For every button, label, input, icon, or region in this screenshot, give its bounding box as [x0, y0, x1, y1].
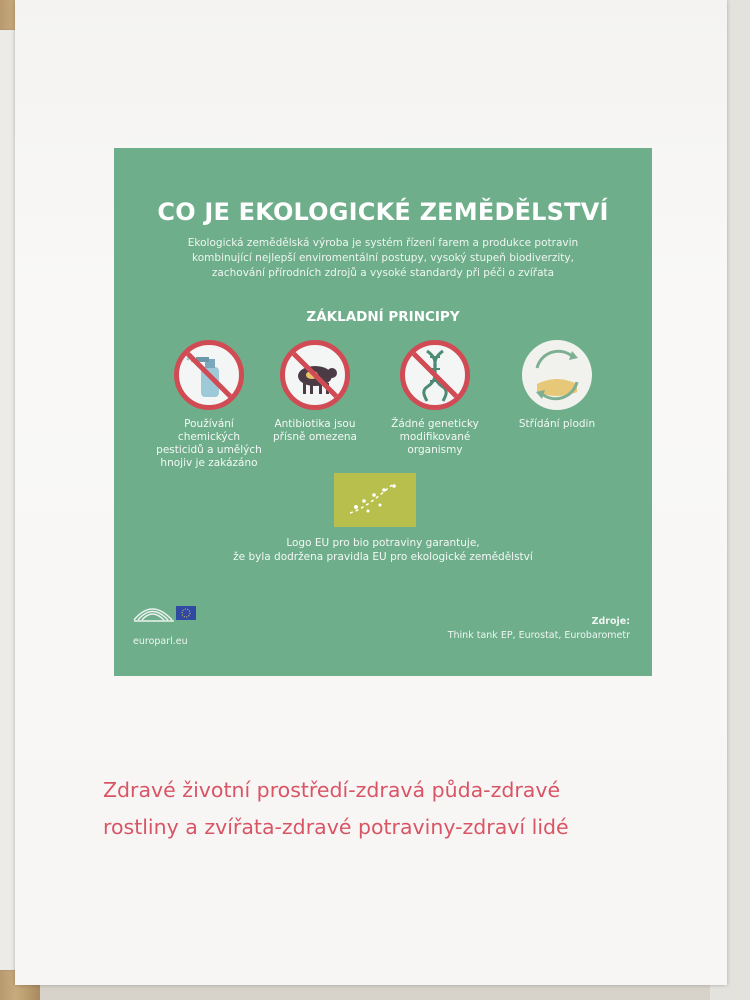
principle-label-line: modifikované — [399, 431, 471, 443]
principle-gmo — [380, 340, 490, 457]
motto-line: Zdravé životní prostředí-zdravá půda-zdravé — [103, 778, 561, 802]
infographic-title: CO JE EKOLOGICKÉ ZEMĚDĚLSTVÍ — [157, 198, 609, 226]
intro-line: zachování přírodních zdrojů a vysoké standardy při péči o zvířata — [211, 267, 555, 279]
intro-line: kombinující nejlepší enviromentální postupy, vysoký stupeň biodiverzity, — [192, 252, 574, 264]
european-parliament-logo — [132, 596, 198, 630]
principle-label — [380, 418, 490, 457]
principle-label-line: organismy — [407, 444, 463, 456]
eu-organic-logo — [334, 473, 416, 527]
principle-label — [154, 418, 264, 470]
principles-heading: ZÁKLADNÍ PRINCIPY — [306, 309, 460, 325]
sources-block — [448, 615, 630, 643]
principle-label-line: hnojiv je zakázáno — [160, 457, 258, 469]
principle-label-line: chemických — [177, 431, 241, 443]
principle-label-line: Antibiotika jsou — [274, 418, 356, 430]
principle-crop-rotation — [502, 340, 612, 431]
eu-logo-caption-line: Logo EU pro bio potraviny garantuje, — [286, 537, 480, 549]
cow-antibiotics-prohibited-icon — [280, 340, 350, 410]
principle-label-line: Používání — [184, 418, 234, 430]
principle-label-line: Žádné geneticky — [391, 418, 479, 430]
sources-text: Think tank EP, Eurostat, Eurobarometr — [447, 630, 630, 641]
organic-farming-infographic — [114, 148, 652, 676]
pesticide-spray-prohibited-icon — [174, 340, 244, 410]
sources-label: Zdroje: — [591, 616, 630, 627]
paper-sheet — [15, 0, 727, 985]
crop-rotation-icon — [522, 340, 592, 410]
principle-label-line: přísně omezena — [273, 431, 357, 443]
principle-label-line: pesticidů a umělých — [156, 444, 262, 456]
motto-text — [103, 772, 569, 846]
motto-line: rostliny a zvířata-zdravé potraviny-zdraví lidé — [103, 815, 569, 839]
intro-text — [144, 236, 622, 281]
source-website: europarl.eu — [133, 636, 188, 647]
dna-prohibited-icon — [400, 340, 470, 410]
eu-logo-caption — [114, 536, 652, 564]
principle-label — [260, 418, 370, 444]
principle-antibiotics — [260, 340, 370, 444]
principle-pesticides — [154, 340, 264, 470]
principle-label-line: Střídání plodin — [518, 418, 596, 430]
intro-line: Ekologická zemědělská výroba je systém řízení farem a produkce potravin — [187, 237, 579, 249]
eu-logo-caption-line: že byla dodržena pravidla EU pro ekologické zemědělství — [233, 551, 533, 563]
principle-label — [502, 418, 612, 431]
